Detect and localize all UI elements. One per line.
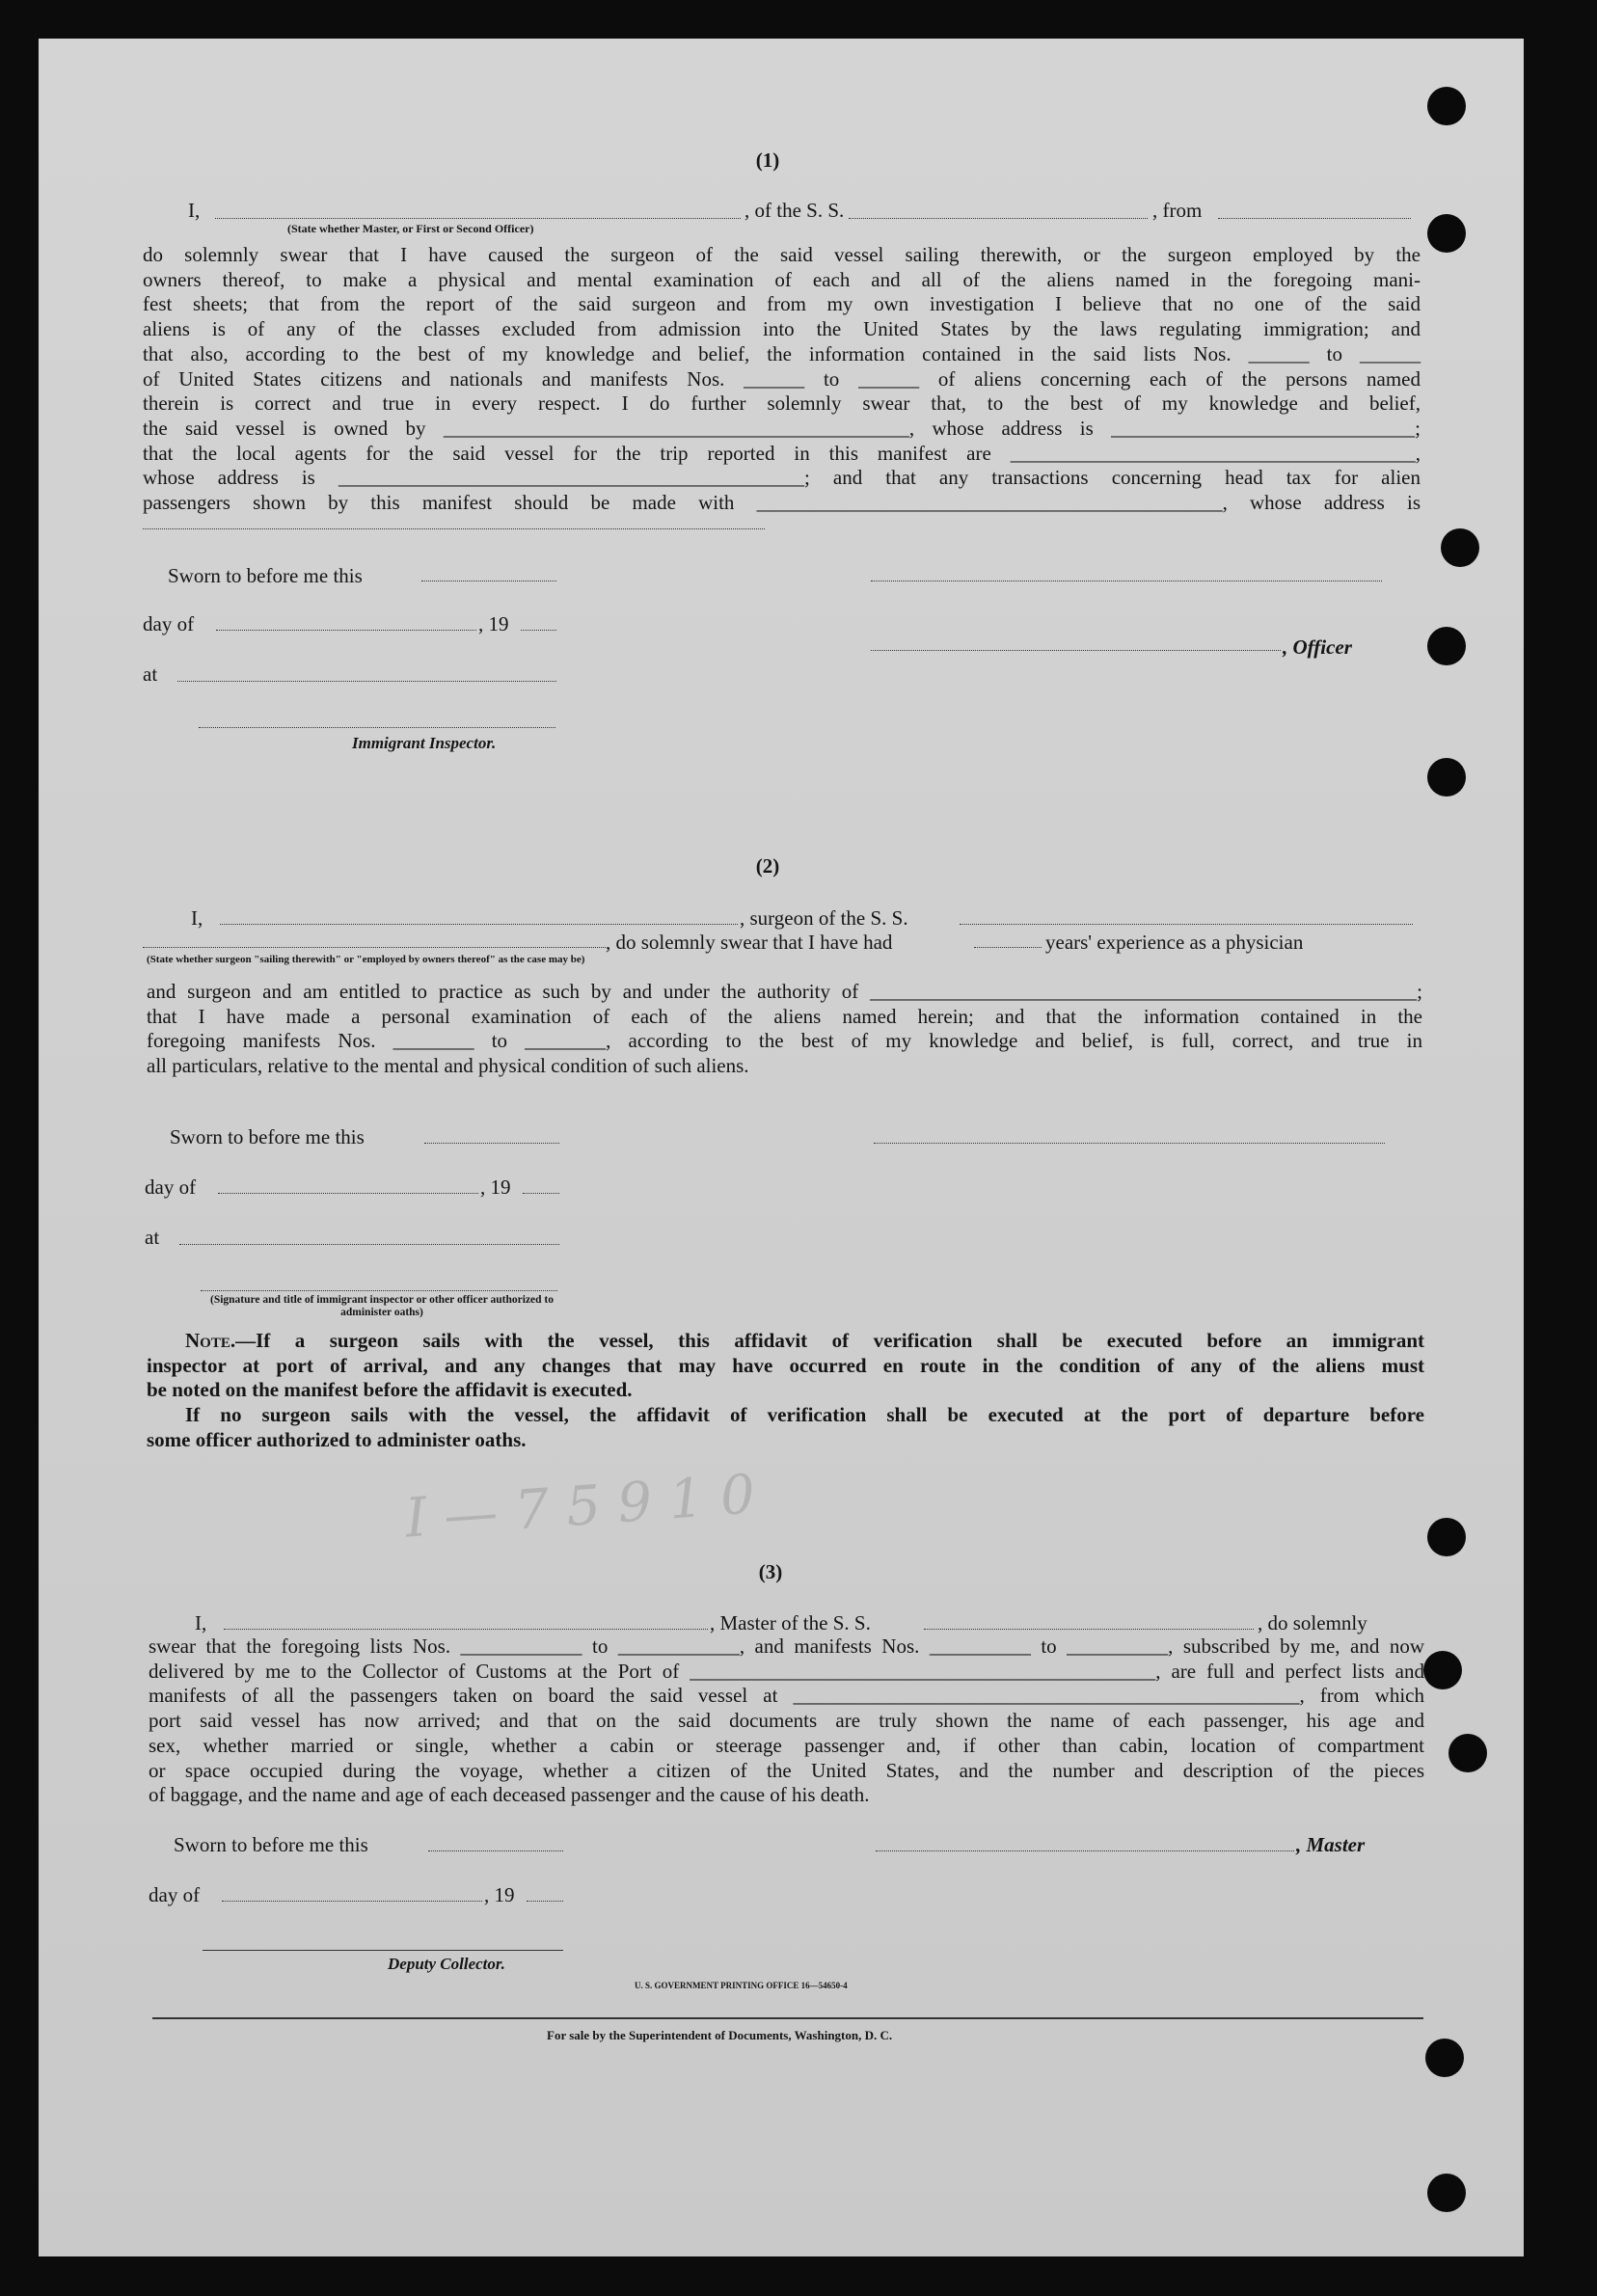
at-label: at (143, 662, 158, 686)
body-line: all particulars, relative to the mental and physical condition of such aliens. (147, 1054, 749, 1078)
sworn-label: Sworn to before me this (174, 1833, 368, 1856)
from-label: , from (1152, 199, 1203, 222)
officer-name-field[interactable] (871, 650, 1281, 651)
year-field[interactable] (527, 1901, 563, 1902)
ship-name-field[interactable] (849, 218, 1148, 219)
body-line: owners thereof, to make a physical and mental examination of each and all of the aliens named in the foregoing mani- (143, 267, 1421, 291)
body-line: manifests of all the passengers taken on board the said vessel at __________________________________________________, from which (149, 1684, 1424, 1708)
master-ship-field[interactable] (924, 1629, 1254, 1630)
officer-label: , Officer (1283, 635, 1352, 659)
punch-hole (1427, 2174, 1466, 2212)
address-continuation-field[interactable] (143, 528, 765, 529)
note-label: Note. (185, 1329, 236, 1352)
deputy-signature-line[interactable] (203, 1950, 563, 1951)
surgeon-status-caption: (State whether surgeon "sailing therewith" or "employed by owners thereof" as the case may be) (147, 954, 585, 965)
master-label: , Master (1296, 1833, 1366, 1856)
punch-hole (1427, 627, 1466, 665)
day-of-label: day of (143, 612, 195, 635)
body-line: of United States citizens and nationals and manifests Nos. ______ to ______ of aliens concerning each of the persons named (143, 366, 1421, 391)
sworn-label: Sworn to before me this (168, 564, 363, 587)
at-label: at (145, 1226, 160, 1249)
officer-rank-field[interactable] (215, 218, 741, 219)
punch-hole (1441, 528, 1479, 567)
year-label: , 19 (478, 612, 509, 635)
section-1-i-label: I, (188, 199, 201, 222)
body-line: and surgeon and am entitled to practice as such by and under the authority of ______________________________________________________; (147, 980, 1422, 1003)
years-label: years' experience as a physician (1045, 931, 1304, 954)
note-line: some officer authorized to administer oaths. (147, 1427, 527, 1451)
punch-hole (1427, 758, 1466, 797)
day-of-label: day of (149, 1883, 201, 1906)
surgeon-of-label: , surgeon of the S. S. (740, 906, 908, 930)
inspector-caption: Immigrant Inspector. (352, 734, 497, 752)
month-field[interactable] (222, 1901, 482, 1902)
year-field[interactable] (523, 1193, 559, 1194)
day-of-label: day of (145, 1175, 197, 1199)
note-text: —If a surgeon sails with the vessel, this affidavit of verification shall be executed before an immigrant (235, 1329, 1424, 1352)
section-3-i-label: I, (195, 1611, 207, 1634)
inspector-signature-field[interactable] (199, 727, 555, 728)
punch-hole (1448, 1734, 1487, 1772)
body-line: whose address is ______________________________________________; and that any transactions concerning head tax for alien (143, 466, 1421, 490)
punch-hole (1425, 2039, 1464, 2077)
body-line: therein is correct and true in every respect. I do further solemnly swear that, to the best of my knowledge and belief, (143, 392, 1421, 416)
note-line: inspector at port of arrival, and any changes that may have occurred en route in the condition of any of the aliens must (147, 1353, 1424, 1377)
sworn-day-field[interactable] (424, 1143, 559, 1144)
body-line: that also, according to the best of my knowledge and belief, the information contained in the said lists Nos. ______ to ______ (143, 341, 1421, 365)
body-line: foregoing manifests Nos. ________ to ________, according to the best of my knowledge and belief, is full, correct, and true in (147, 1029, 1422, 1053)
swear-label: , do solemnly swear that I have had (606, 931, 893, 954)
inspector-signature-field[interactable] (201, 1290, 557, 1291)
years-experience-field[interactable] (974, 947, 1042, 948)
officer-rank-caption: (State whether Master, or First or Second Officer) (287, 222, 534, 235)
note-line: If no surgeon sails with the vessel, the affidavit of verification shall be executed at the port of departure before (185, 1403, 1424, 1427)
sale-notice: For sale by the Superintendent of Documents, Washington, D. C. (547, 2028, 893, 2042)
section-1-body (143, 243, 1421, 516)
body-line: swear that the foregoing lists Nos. ____________ to ____________, and manifests Nos. __________ to __________, subscribed by me, and now (149, 1634, 1424, 1658)
body-line: fest sheets; that from the report of the said surgeon and from my own investigation I believe that no one of the said (143, 292, 1421, 316)
master-of-label: , Master of the S. S. (710, 1611, 871, 1634)
section-1-number: (1) (755, 149, 780, 172)
body-line: do solemnly swear that I have caused the surgeon of the said vessel sailing therewith, or the surgeon employed by the (143, 243, 1421, 266)
punch-hole (1427, 1518, 1466, 1556)
master-signature-field[interactable] (876, 1850, 1294, 1851)
section-3-body (149, 1634, 1424, 1808)
body-line: port said vessel has now arrived; and that on the said documents are truly shown the name of each passenger, his age and (149, 1709, 1424, 1733)
body-line: that the local agents for the said vessel for the trip reported in this manifest are ________________________________________, (143, 441, 1421, 465)
section-2-number: (2) (755, 854, 780, 878)
printing-office-imprint: U. S. GOVERNMENT PRINTING OFFICE 16—54650-4 (635, 1981, 848, 1990)
at-place-field[interactable] (179, 1244, 559, 1245)
manifest-back-page (39, 39, 1524, 2256)
surgeon-name-field[interactable] (220, 924, 738, 925)
master-name-field[interactable] (224, 1629, 708, 1630)
section-2-i-label: I, (191, 906, 203, 930)
year-label: , 19 (484, 1883, 515, 1906)
deputy-caption: Deputy Collector. (388, 1955, 505, 1973)
surgeon-signature-field[interactable] (874, 1143, 1385, 1144)
body-line: or space occupied during the voyage, whether a citizen of the United States, and the number and description of the pieces (149, 1758, 1424, 1782)
from-field[interactable] (1218, 218, 1411, 219)
sworn-day-field[interactable] (428, 1850, 563, 1851)
punch-hole (1427, 214, 1466, 253)
month-field[interactable] (216, 630, 476, 631)
month-field[interactable] (218, 1193, 478, 1194)
of-ss-label: , of the S. S. (744, 199, 845, 222)
body-line: aliens is of any of the classes excluded from admission into the United States by the laws regulating immigration; and (143, 317, 1421, 341)
sworn-label: Sworn to before me this (170, 1125, 365, 1148)
year-field[interactable] (521, 630, 556, 631)
body-line: that I have made a personal examination of each of the aliens named herein; and that the information contained in the (147, 1004, 1422, 1028)
body-line: the said vessel is owned by ______________________________________________, whose address is ______________________________; (143, 416, 1421, 440)
note-line: be noted on the manifest before the affidavit is executed. (147, 1378, 633, 1402)
section-2-body (147, 980, 1422, 1079)
solemnly-label: , do solemnly (1258, 1611, 1367, 1634)
body-line: passengers shown by this manifest should be made with ______________________________________________, whose address is (143, 491, 1421, 515)
footer-rule (152, 2017, 1423, 2019)
punch-hole (1427, 87, 1466, 125)
body-line: of baggage, and the name and age of each deceased passenger and the cause of his death. (149, 1783, 870, 1807)
body-line: sex, whether married or single, whether a cabin or steerage passenger and, if other than cabin, location of compartment (149, 1733, 1424, 1757)
at-place-field[interactable] (177, 681, 556, 682)
year-label: , 19 (480, 1175, 511, 1199)
note-block (147, 1329, 1424, 1453)
section-3-number: (3) (758, 1560, 783, 1583)
punch-hole (1423, 1651, 1462, 1689)
surgeon-status-field[interactable] (143, 947, 606, 948)
bleed-through-mark: I — 7 5 9 1 0 (403, 1463, 757, 1551)
note-line (147, 1329, 1424, 1354)
surgeon-ship-field[interactable] (960, 924, 1413, 925)
signature-caption: (Signature and title of immigrant inspector or other officer authorized to administer oaths) (209, 1294, 555, 1318)
body-line: delivered by me to the Collector of Customs at the Port of ______________________________________________, are full and perfect lists and (149, 1659, 1424, 1683)
